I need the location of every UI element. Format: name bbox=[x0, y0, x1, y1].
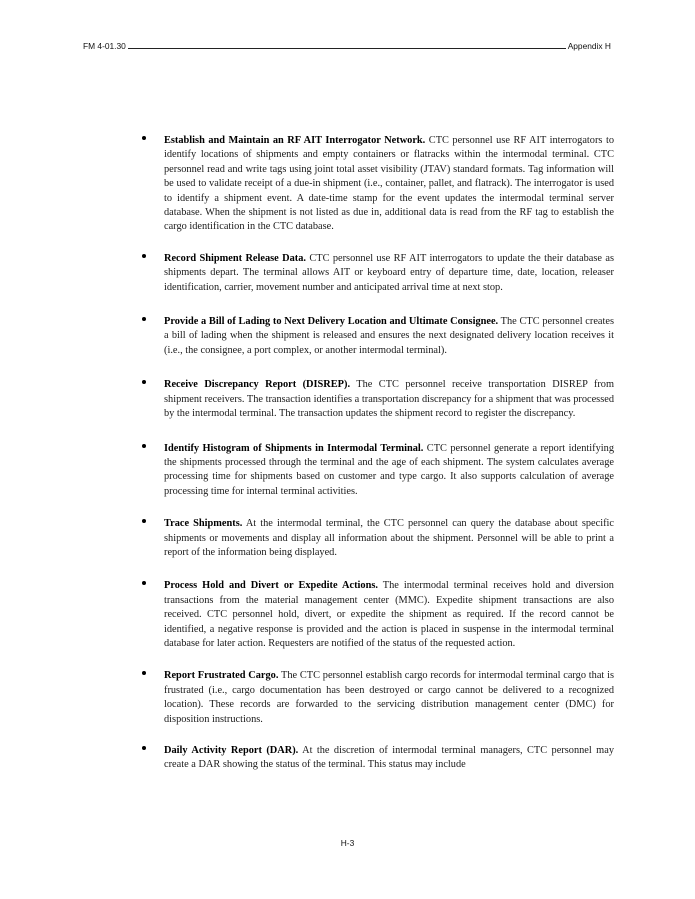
list-item bbox=[142, 744, 614, 773]
list-item-text bbox=[164, 442, 614, 500]
list-item-body: At the intermodal terminal, the CTC personnel can query the database about specific shipments or movements and display all information about the shipment. Personnel will be able to print a report of the information being displayed. bbox=[164, 518, 614, 558]
list-item-body: CTC personnel generate a report identifying the shipments processed through the terminal and the age of each shipment. The system calculates average processing time for shipments based on customer and type cargo. It also supports calculation of average processing time for internal terminal activities. bbox=[164, 442, 614, 497]
bullet-icon bbox=[142, 746, 146, 750]
list-item-title: Report Frustrated Cargo. bbox=[164, 670, 279, 682]
list-item bbox=[142, 669, 614, 727]
header-appendix-title: Appendix H bbox=[567, 41, 611, 51]
list-item-body: At the discretion of intermodal terminal managers, CTC personnel may create a DAR showing the status of the terminal. This status may include bbox=[164, 745, 614, 771]
list-item-title: Daily Activity Report (DAR). bbox=[164, 745, 299, 756]
list-item-body: The CTC personnel creates a bill of lading when the shipment is released and ensures the next designated delivery location receives it (i.e., the consignee, a port complex, or another intermodal terminal). bbox=[164, 316, 615, 356]
list-item-title: Process Hold and Divert or Expedite Actions. bbox=[164, 580, 378, 592]
list-item-title: Receive Discrepancy Report (DISREP). bbox=[164, 379, 351, 391]
list-item-title: Provide a Bill of Lading to Next Delivery Location and Ultimate Consignee. bbox=[164, 316, 499, 328]
list-item-text bbox=[164, 579, 614, 651]
list-item-text bbox=[164, 315, 614, 358]
list-item-text bbox=[164, 517, 614, 560]
bullet-icon bbox=[142, 317, 146, 321]
header-manual-number: FM 4-01.30 bbox=[83, 41, 126, 51]
list-item-body: The intermodal terminal receives hold and diversion transactions from the material management center (MMC). Expedite shipment transactions are also received. CTC personnel hold, divert, or expedite the shipment as required. If the record cannot be identified, a negative response is provided and the action is placed in suspense in the intermodal terminal database for later action. Requesters are notified of the status of the requested action. bbox=[164, 580, 614, 649]
list-item bbox=[142, 315, 614, 358]
list-item bbox=[142, 442, 614, 500]
list-item-title: Establish and Maintain an RF AIT Interrogator Network. bbox=[164, 135, 426, 146]
list-item-body: The CTC personnel receive transportation DISREP from shipment receivers. The transaction identifies a transportation discrepancy for a shipment that was processed by the intermodal terminal. The transaction updates the shipment record to register the discrepancy. bbox=[164, 379, 614, 420]
list-item bbox=[142, 134, 614, 235]
header-rule bbox=[128, 48, 566, 49]
bullet-icon bbox=[142, 444, 146, 448]
list-item-text bbox=[164, 134, 614, 235]
list-item-body: The CTC personnel establish cargo records for intermodal terminal cargo that is frustrated (i.e., cargo documentation has been destroyed or cargo cannot be delivered to a recognized location). These records are forwarded to the servicing distribution management center (DMC) for disposition instructions. bbox=[164, 670, 614, 725]
list-item bbox=[142, 517, 614, 560]
list-item-title: Record Shipment Release Data. bbox=[164, 252, 306, 264]
bullet-icon bbox=[142, 581, 146, 585]
bullet-icon bbox=[142, 380, 146, 384]
bullet-icon bbox=[142, 519, 146, 523]
list-item-title: Trace Shipments. bbox=[164, 518, 243, 530]
list-item-body: CTC personnel use RF AIT interrogators to update the their database as shipments depart. The terminal allows AIT or keyboard entry of departure time, date, location, releaser identification, carrier, movement number and anticipated arrival time at next stop. bbox=[164, 252, 614, 293]
list-item-text bbox=[164, 378, 614, 421]
running-header bbox=[83, 41, 611, 51]
page-number: H-3 bbox=[340, 838, 355, 848]
list-item bbox=[142, 252, 614, 295]
list-item-body: CTC personnel use RF AIT interrogators to identify locations of shipments and empty containers or flatracks within the intermodal terminal. CTC personnel read and write tags using joint total asset visibility (JTAV) standard formats. Tag information will be used to validate receipt of a due-in shipment (i.e., container, pallet, and flatrack). The interrogator is used to identify a shipment event. A date-time stamp for the event updates the intermodal terminal server database. When the shipment is not listed as due in, additional data is read from the RF tag to establish the cargo identification in the CTC database. bbox=[164, 135, 615, 233]
bullet-icon bbox=[142, 671, 146, 675]
bullet-list bbox=[142, 134, 614, 773]
list-item-text bbox=[164, 744, 614, 773]
list-item-title: Identify Histogram of Shipments in Intermodal Terminal. bbox=[164, 442, 424, 454]
list-item bbox=[142, 579, 614, 651]
list-item-text bbox=[164, 669, 614, 727]
list-item bbox=[142, 378, 614, 421]
list-item-text bbox=[164, 252, 614, 295]
bullet-icon bbox=[142, 254, 146, 258]
bullet-icon bbox=[142, 136, 146, 140]
